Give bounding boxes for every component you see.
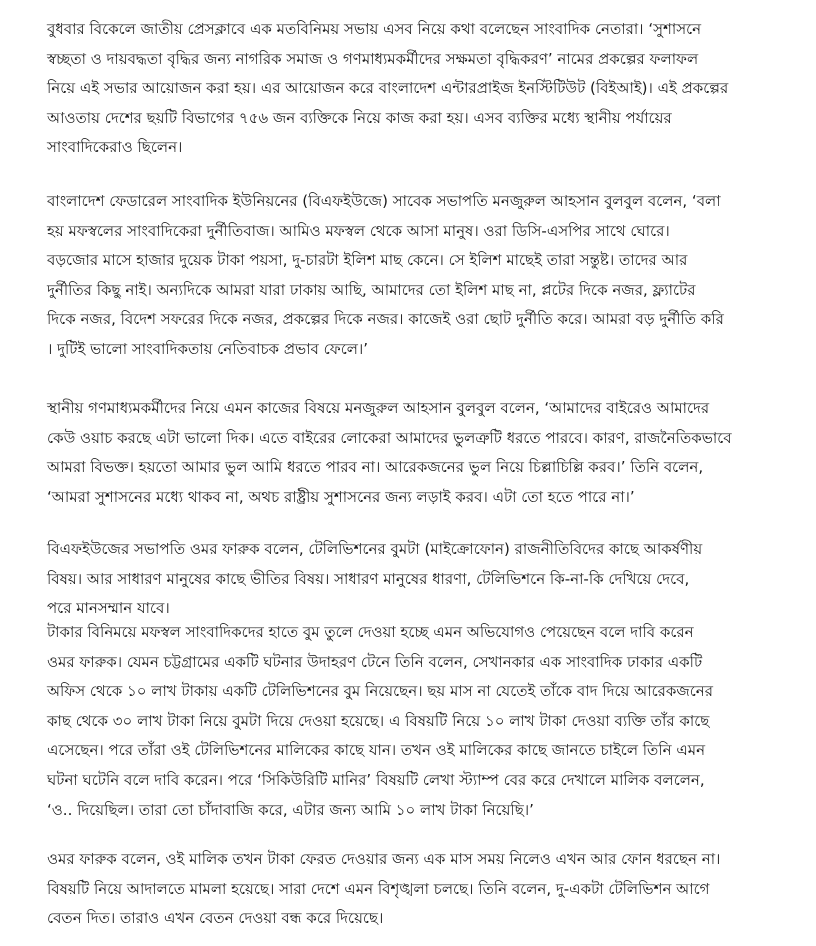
paragraph-bulbul-quote bbox=[47, 187, 767, 365]
text-line: টাকার বিনিময়ে মফস্বল সাংবাদিকদের হাতে বুম তুলে দেওয়া হচ্ছে এমন অভিযোগও পেয়েছেন বলে দাবি করেন bbox=[47, 623, 694, 641]
text-line: দিকে নজর, বিদেশ সফরের দিকে নজর, প্রকল্পের দিকে নজর। কাজেই ওরা ছোট দুর্নীতি করে। আমরা বড় দুর্নীতি করি bbox=[47, 310, 724, 329]
text-line: অফিস থেকে ১০ লাখ টাকায় একটি টেলিভিশনের বুম নিয়েছেন। ছয় মাস না যেতেই তাঁকে বাদ দিয়ে আরেকজনের bbox=[47, 682, 714, 701]
paragraph-omar-faruk-boom bbox=[47, 535, 767, 624]
text-line: ওমর ফারুক বলেন, ওই মালিক তখন টাকা ফেরত দেওয়ার জন্য এক মাস সময় নিলেও এখন আর ফোন ধরছেন না। bbox=[47, 850, 721, 868]
text-line: নিয়ে এই সভার আয়োজন করা হয়। এর আয়োজন করে বাংলাদেশ এন্টারপ্রাইজ ইনস্টিটিউট (বিইআই)। এই প্রকল্পের bbox=[47, 79, 729, 98]
text-line: পরে মানসম্মান যাবে। bbox=[47, 599, 170, 618]
paragraph-meeting-intro bbox=[47, 15, 767, 163]
paragraph-local-journalists bbox=[47, 394, 767, 512]
text-line: বিএফইউজের সভাপতি ওমর ফারুক বলেন, টেলিভিশনের বুমটা (মাইক্রোফোন) রাজনীতিবিদের কাছে আকর্ষণীয় bbox=[47, 540, 703, 558]
text-line: স্থানীয় গণমাধ্যমকর্মীদের নিয়ে এমন কাজের বিষয়ে মনজুরুল আহসান বুলবুল বলেন, ‘আমাদের বাইরেও আমাদের bbox=[47, 399, 710, 417]
text-line: । দুটিই ভালো সাংবাদিকতায় নেতিবাচক প্রভাব ফেলে।’ bbox=[47, 339, 369, 358]
text-line: বুধবার বিকেলে জাতীয় প্রেসক্লাবে এক মতবিনিময় সভায় এসব নিয়ে কথা বলেছেন সাংবাদিক নেতারা। ‘সুশাসনে bbox=[47, 20, 702, 38]
text-line: সাংবাদিকেরাও ছিলেন। bbox=[47, 138, 183, 157]
text-line: বড়জোর মাসে হাজার দুয়েক টাকা পয়সা, দু-চারটা ইলিশ মাছ কেনে। সে ইলিশ মাছেই তারা সন্তুষ্ট। তাদের আর bbox=[47, 251, 688, 270]
text-line: ওমর ফারুক। যেমন চট্টগ্রামের একটি ঘটনার উদাহরণ টেনে তিনি বলেন, সেখানকার এক সাংবাদিক ঢাকার একটি bbox=[47, 652, 703, 671]
text-line: বিষয়টি নিয়ে আদালতে মামলা হয়েছে। সারা দেশে এমন বিশৃঙ্খলা চলছে। তিনি বলেন, দু-একটা টেলিভিশন আগে bbox=[47, 879, 710, 898]
text-line: হয় মফস্বলের সাংবাদিকেরা দুর্নীতিবাজ। আমিও মফস্বল থেকে আসা মানুষ। ওরা ডিসি-এসপির সাথে ঘোরে। bbox=[47, 221, 670, 240]
paragraph-money-for-boom bbox=[47, 618, 767, 825]
text-line: ঘটনা ঘটেনি বলে দাবি করেন। পরে ‘সিকিউরিটি মানির’ বিষয়টি লেখা স্ট্যাম্প বের করে দেখালে মালিক বললেন, bbox=[47, 770, 705, 789]
text-line: স্বচ্ছতা ও দায়বদ্ধতা বৃদ্ধির জন্য নাগরিক সমাজ ও গণমাধ্যমকর্মীদের সক্ষমতা বৃদ্ধিকরণ’ নামের প্রকল্পের ফলাফল bbox=[47, 49, 699, 68]
text-line: বাংলাদেশ ফেডারেল সাংবাদিক ইউনিয়নের (বিএফইউজে) সাবেক সভাপতি মনজুরুল আহসান বুলবুল বলেন, ‘বলা bbox=[47, 192, 721, 210]
text-line: আওতায় দেশের ছয়টি বিভাগের ৭৫৬ জন ব্যক্তিকে নিয়ে কাজ করা হয়। এসব ব্যক্তির মধ্যে স্থানীয় পর্যায়ের bbox=[47, 108, 672, 127]
text-line: বিষয়। আর সাধারণ মানুষের কাছে ভীতির বিষয়। সাধারণ মানুষের ধারণা, টেলিভিশনে কি-না-কি দেখিয়ে দেবে, bbox=[47, 569, 690, 588]
text-line: দুর্নীতির কিছু নাই। অন্যদিকে আমরা যারা ঢাকায় আছি, আমাদের তো ইলিশ মাছ না, প্লটের দিকে নজর, ফ্ল্যাটের bbox=[47, 280, 696, 299]
text-line: ‘ও.. দিয়েছিল। তারা তো চাঁদাবাজি করে, এটার জন্য আমি ১০ লাখ টাকা নিয়েছি।’ bbox=[47, 800, 534, 819]
text-line: আমরা বিভক্ত। হয়তো আমার ভুল আমি ধরতে পারব না। আরেকজনের ভুল নিয়ে চিল্লাচিল্লি করব।’ তিনি বলেন, bbox=[47, 458, 704, 477]
text-line: ‘আমরা সুশাসনের মধ্যে থাকব না, অথচ রাষ্ট্রীয় সুশাসনের জন্য লড়াই করব। এটা তো হতে পারে না।’ bbox=[47, 487, 635, 506]
paragraph-court-case bbox=[47, 845, 767, 934]
text-line: এসেছেন। পরে তাঁরা ওই টেলিভিশনের মালিকের কাছে যান। তখন ওই মালিকের কাছে জানতে চাইলে তিনি এমন bbox=[47, 741, 706, 760]
text-line: কাছ থেকে ৩০ লাখ টাকা নিয়ে বুমটা দিয়ে দেওয়া হয়েছে। এ বিষয়টি নিয়ে ১০ লাখ টাকা দেওয়া ব্যক্তি তাঁর কাছে bbox=[47, 711, 710, 730]
text-line: কেউ ওয়াচ করছে এটা ভালো দিক। এতে বাইরের লোকেরা আমাদের ভুলত্রুটি ধরতে পারবে। কারণ, রাজনৈতিকভাবে bbox=[47, 428, 732, 447]
text-line: বেতন দিত। তারাও এখন বেতন দেওয়া বন্ধ করে দিয়েছে। bbox=[47, 909, 384, 928]
